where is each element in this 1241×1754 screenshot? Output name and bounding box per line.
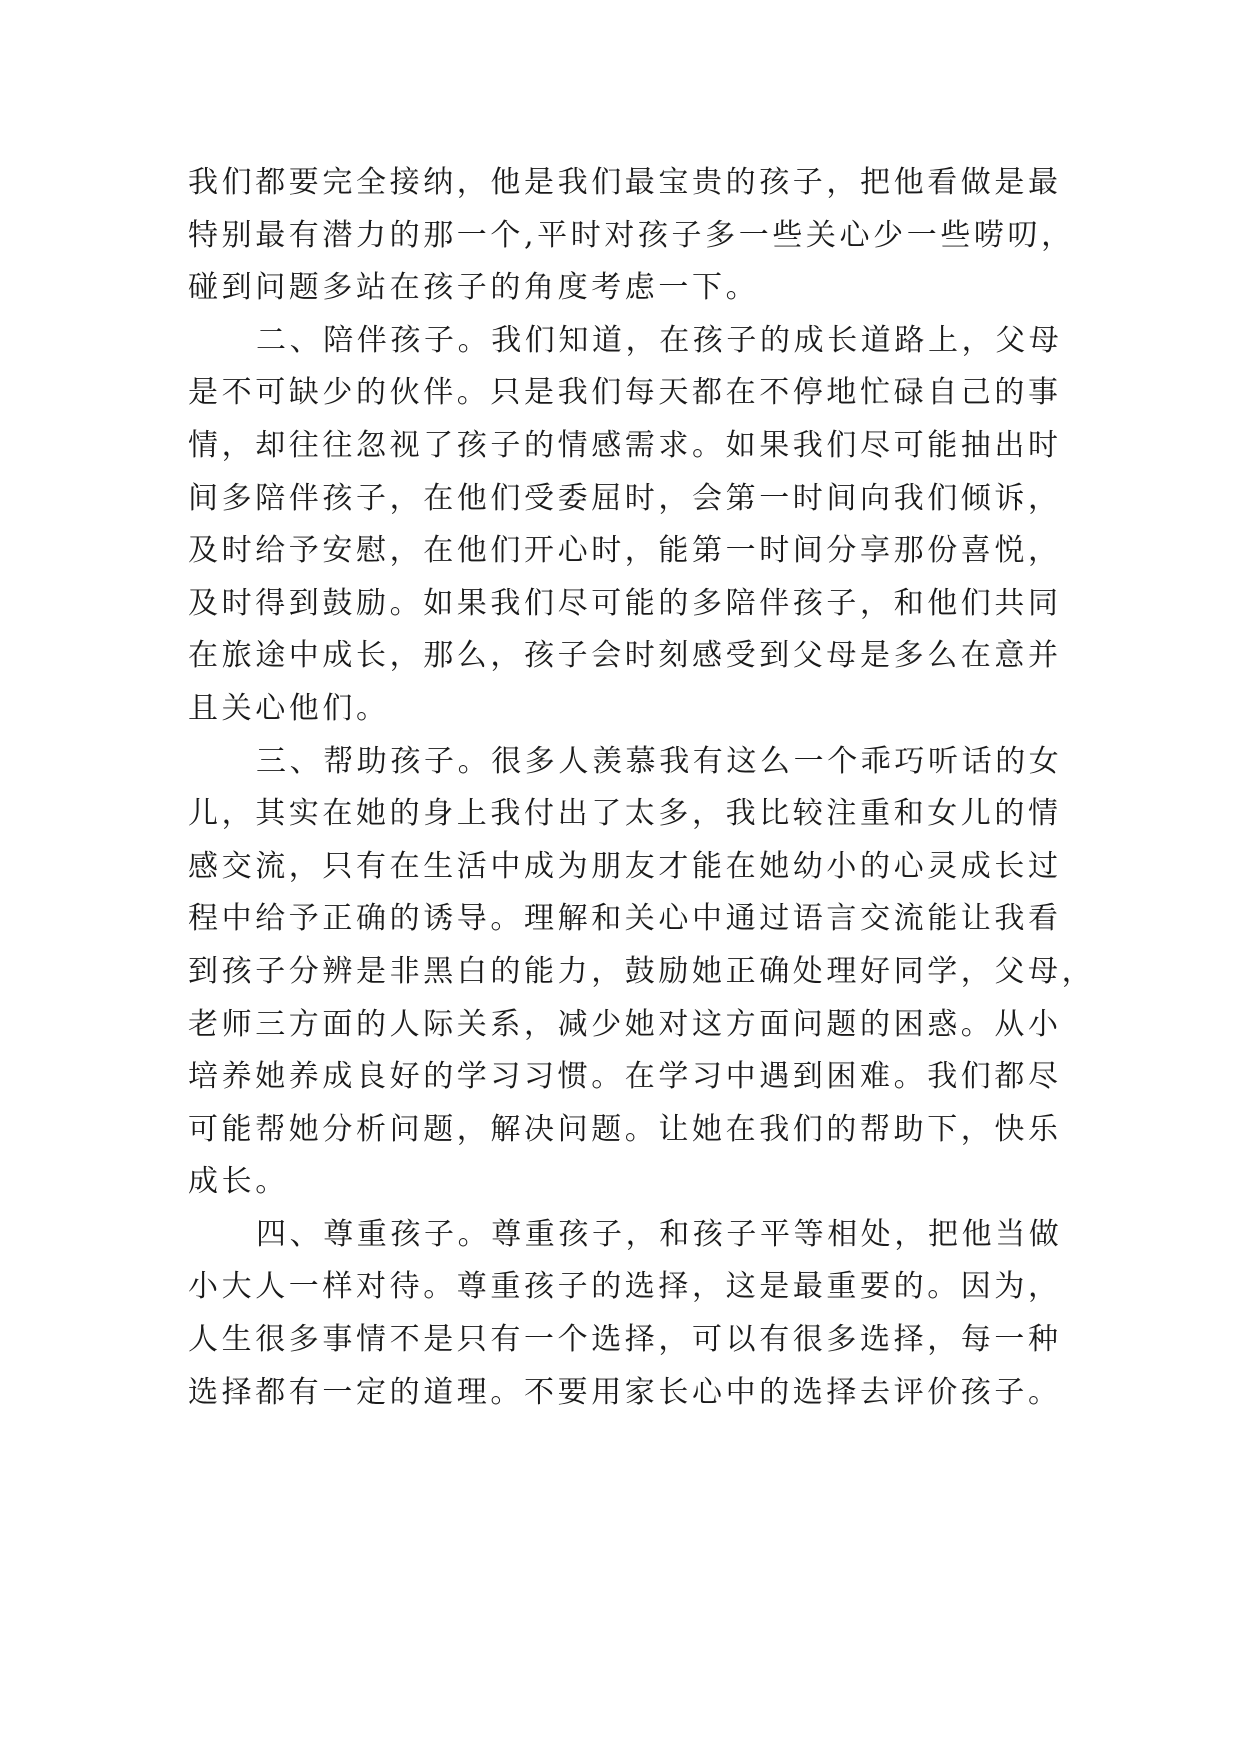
text-line: 人生很多事情不是只有一个选择，可以有很多选择，每一种 [188, 1322, 1062, 1358]
text-line: 选择都有一定的道理。不要用家长心中的选择去评价孩子。 [188, 1374, 1062, 1410]
text-line: 程中给予正确的诱导。理解和关心中通过语言交流能让我看 [188, 901, 1062, 937]
text-line: 且关心他们。 [188, 690, 390, 726]
text-line: 成长。 [188, 1164, 289, 1200]
text-line: 及时给予安慰，在他们开心时，能第一时间分享那份喜悦， [188, 533, 1062, 569]
text-line: 及时得到鼓励。如果我们尽可能的多陪伴孩子，和他们共同 [188, 585, 1062, 621]
text-line: 儿，其实在她的身上我付出了太多，我比较注重和女儿的情 [188, 796, 1062, 832]
text-line: 到孩子分辨是非黑白的能力，鼓励她正确处理好同学，父母， [188, 953, 1096, 989]
text-line: 我们都要完全接纳，他是我们最宝贵的孩子，把他看做是最 [188, 165, 1062, 200]
text-line: 间多陪伴孩子，在他们受委屈时，会第一时间向我们倾诉， [188, 480, 1062, 516]
text-line: 小大人一样对待。尊重孩子的选择，这是最重要的。因为， [188, 1269, 1062, 1305]
text-line: 特别最有潜力的那一个,平时对孩子多一些关心少一些唠叨， [188, 217, 1075, 253]
text-line: 培养她养成良好的学习习惯。在学习中遇到困难。我们都尽 [188, 1059, 1062, 1095]
text-line: 感交流，只有在生活中成为朋友才能在她幼小的心灵成长过 [188, 848, 1062, 884]
text-line: 在旅途中成长，那么，孩子会时刻感受到父母是多么在意并 [188, 638, 1062, 674]
text-line: 碰到问题多站在孩子的角度考虑一下。 [188, 270, 760, 306]
section-heading-line: 三、帮助孩子。很多人羡慕我有这么一个乖巧听话的女 [256, 743, 1063, 779]
text-line: 可能帮她分析问题，解决问题。让她在我们的帮助下，快乐 [188, 1111, 1062, 1147]
text-line: 老师三方面的人际关系，减少她对这方面问题的困惑。从小 [188, 1006, 1062, 1042]
text-line: 是不可缺少的伙伴。只是我们每天都在不停地忙碌自己的事 [188, 375, 1062, 411]
section-heading-line: 四、尊重孩子。尊重孩子，和孩子平等相处，把他当做 [256, 1216, 1063, 1252]
section-heading-line: 二、陪伴孩子。我们知道，在孩子的成长道路上，父母 [256, 322, 1063, 358]
document-body [188, 157, 1096, 1419]
text-line: 情，却往往忽视了孩子的情感需求。如果我们尽可能抽出时 [188, 427, 1062, 463]
